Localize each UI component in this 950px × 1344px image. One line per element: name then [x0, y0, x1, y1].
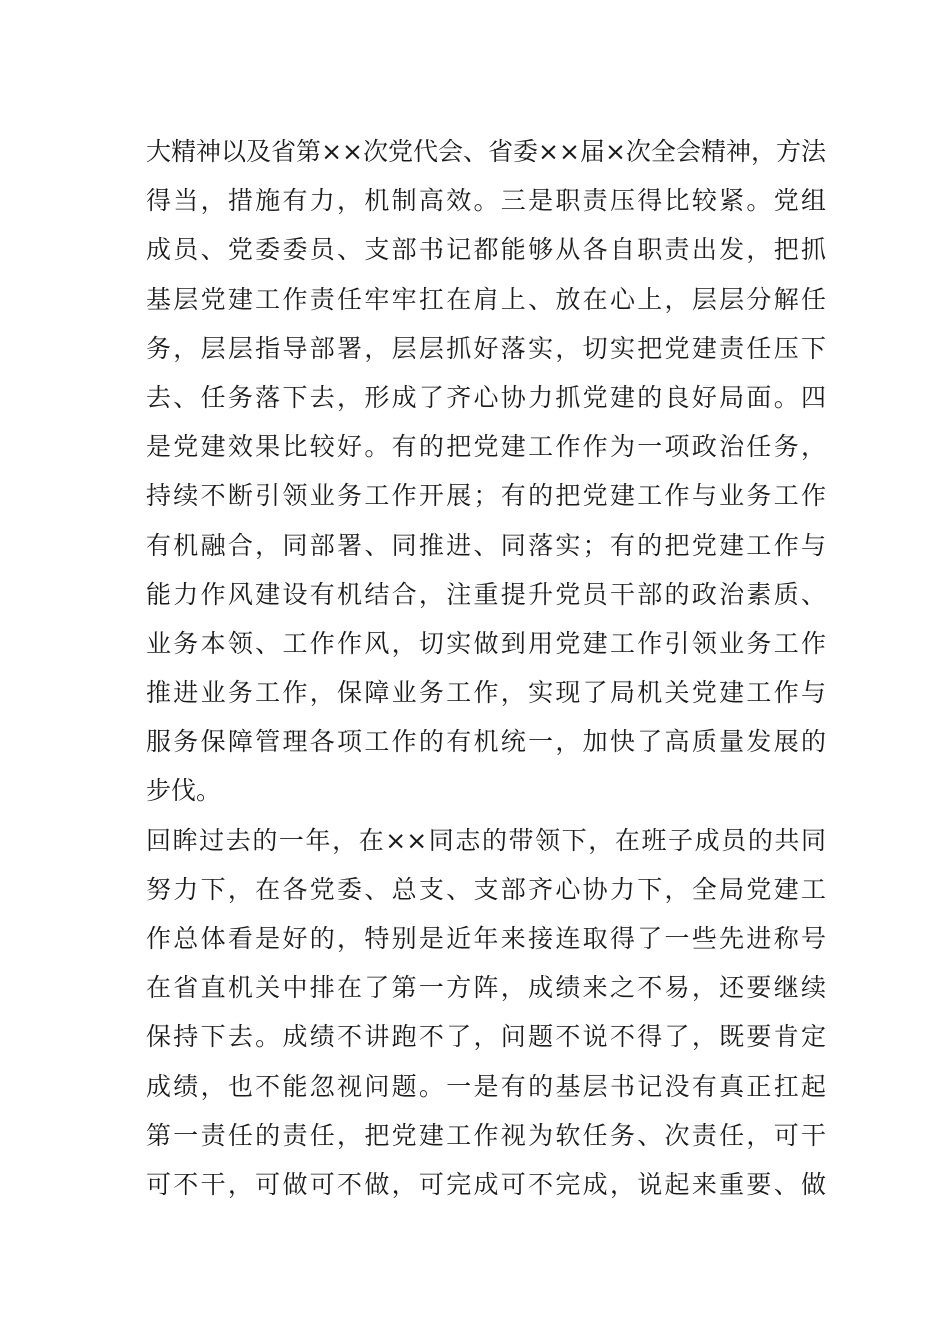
text-line: 务，层层指导部署，层层抓好落实，切实把党建责任压下	[146, 333, 826, 363]
text-line: 在省直机关中排在了第一方阵，成绩来之不易，还要继续	[146, 973, 826, 1003]
document-body	[146, 127, 826, 1209]
text-line: 回眸过去的一年，在××同志的带领下，在班子成员的共同	[146, 825, 826, 855]
text-line: 保持下去。成绩不讲跑不了，问题不说不得了，既要肯定	[146, 1022, 826, 1052]
text-line: 基层党建工作责任牢牢扛在肩上、放在心上，层层分解任	[146, 284, 826, 314]
text-line: 业务本领、工作作风，切实做到用党建工作引领业务工作	[146, 628, 826, 658]
text-line: 成绩，也不能忽视问题。一是有的基层书记没有真正扛起	[146, 1071, 826, 1101]
paragraph-1	[146, 127, 826, 816]
text-line: 能力作风建设有机结合，注重提升党员干部的政治素质、	[146, 579, 826, 609]
text-line: 有机融合，同部署、同推进、同落实；有的把党建工作与	[146, 530, 826, 560]
text-line: 成员、党委委员、支部书记都能够从各自职责出发，把抓	[146, 235, 826, 265]
text-line: 是党建效果比较好。有的把党建工作作为一项政治任务，	[146, 432, 826, 462]
text-line: 持续不断引领业务工作开展；有的把党建工作与业务工作	[146, 481, 826, 511]
text-line: 得当，措施有力，机制高效。三是职责压得比较紧。党组	[146, 186, 826, 216]
text-line: 可不干，可做可不做，可完成可不完成，说起来重要、做	[146, 1169, 826, 1199]
text-line: 服务保障管理各项工作的有机统一，加快了高质量发展的	[146, 727, 826, 757]
paragraph-2	[146, 816, 826, 1210]
text-line: 努力下，在各党委、总支、支部齐心协力下，全局党建工	[146, 874, 826, 904]
text-line: 大精神以及省第××次党代会、省委××届×次全会精神，方法	[146, 137, 826, 166]
text-line: 第一责任的责任，把党建工作视为软任务、次责任，可干	[146, 1120, 826, 1150]
text-line: 推进业务工作，保障业务工作，实现了局机关党建工作与	[146, 678, 826, 708]
text-line: 步伐。	[146, 776, 222, 806]
text-line: 去、任务落下去，形成了齐心协力抓党建的良好局面。四	[146, 382, 826, 412]
text-line: 作总体看是好的，特别是近年来接连取得了一些先进称号	[146, 924, 826, 953]
